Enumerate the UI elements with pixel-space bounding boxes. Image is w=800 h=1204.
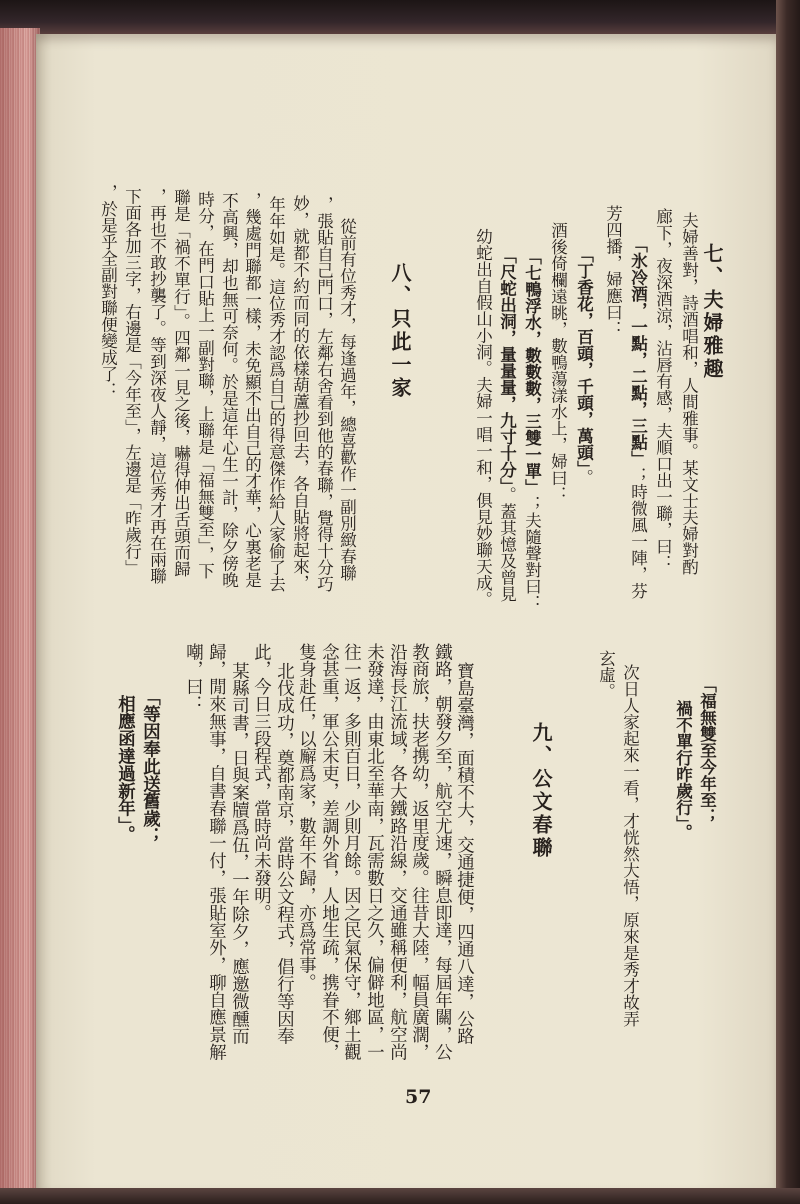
text-column: 寶島臺灣，面積不大，交通捷便，四通八達，公路: [453, 662, 474, 1045]
text-column: [549, 222, 566, 503]
text-column: 不高興，却也無可奈何。於是這年心生一計，除夕傍晚: [219, 192, 239, 588]
couplet-segment: 「丁香花，百頭，千頭，萬頭」: [574, 246, 594, 469]
text-segment: 廊下，夜深酒涼，沾唇有感，夫順口出一聯，曰：: [653, 208, 673, 571]
text-segment: 。: [574, 468, 594, 486]
section-title: 八、只此一家: [388, 262, 412, 400]
text-column: 年年如是。這位秀才認爲自己的得意傑作給人家偷了去: [266, 196, 286, 592]
section-title: 九、公文春聯: [529, 722, 553, 860]
text-column: ，再也不敢抄襲了。等到深夜人靜，這位秀才再在兩聯: [147, 188, 167, 584]
book-cover-right: [776, 0, 800, 1204]
text-column: ，於是乎全副對聯便變成了：: [98, 184, 118, 399]
couplet-line: 「福無雙至今年至；: [697, 676, 717, 825]
page-edges-left: [0, 28, 40, 1204]
text-segment: 夫婦善對，詩酒唱和，人間雅事。某文士夫婦對酌: [679, 212, 699, 575]
text-column: 此，今日三段程式，當時尚未發明。: [250, 643, 271, 922]
couplet-segment: 「七鴨浮水，數數數，三雙一單」: [522, 248, 542, 496]
text-segment: 幼蛇出自假山小洞。夫婦一唱一和，俱見妙聯天成。: [473, 228, 493, 608]
text-column: [629, 236, 646, 599]
section-title: 七、夫婦雅趣: [700, 243, 724, 381]
page-number: 57: [405, 1086, 432, 1108]
text-column: 時分，在門口貼上一副對聯，上聯是「福無雙至」，下: [195, 191, 215, 579]
text-segment: 芳四播，婦應曰：: [603, 205, 623, 337]
text-column: 某縣司書，日與案牘爲伍，一年除夕，應邀微醺而: [228, 662, 249, 1045]
couplet-line: 禍不單行昨歲行」。: [673, 700, 693, 841]
couplet-line: 相應函達過新年」。: [114, 695, 135, 843]
couplet-segment: 「氷冷酒，一點，二點，三點」: [628, 236, 648, 467]
text-column: 沿海長江流域，各大鐵路沿線，交通雖稱便利，航空尚: [386, 643, 407, 1061]
text-column: 下面各加三字，右邊是「今年至」，左邊是「昨歲行」: [122, 188, 142, 576]
text-column: 從前有位秀才，每逢過年，總喜歡作一副別緻春聯: [337, 218, 357, 581]
book-cover-bottom: [0, 1188, 800, 1204]
text-column: 未發達，由東北至華南，瓦需數日之久，偏僻地區，一: [363, 643, 384, 1061]
text-column: 聯是「禍不單行」。四鄰一見之後，嚇得伸出舌頭而歸: [171, 189, 191, 577]
text-column: 次日人家起來一看，才恍然大悟，原來是秀才故弄: [620, 664, 640, 1027]
text-segment: 酒後倚欄遠眺，數鴨蕩漾水上，婦曰：: [548, 222, 568, 503]
text-column: [474, 228, 491, 608]
text-column: [523, 248, 540, 611]
text-segment: 。蓋其憶及曾見: [497, 486, 517, 602]
text-column: 鐵路，朝發夕至，航空尤速，瞬息即達，每屆年關，公: [431, 643, 452, 1061]
couplet-segment: 「尺蛇出洞，量量量，九寸十分」: [497, 247, 517, 487]
text-column: 念甚重，軍公末吏，差調外省，人地生疏，携眷不便，: [318, 643, 339, 1061]
text-column: 妙，就都不約而同的依樣葫蘆抄回去，各自貼將起來，: [290, 195, 310, 591]
text-column: 嘲，曰：: [182, 643, 203, 713]
text-column: 教商旅，扶老携幼，返里度歲。往昔大陸，幅員廣濶，: [408, 643, 429, 1061]
text-segment: ；夫隨聲對曰：: [522, 495, 542, 611]
text-column: 往一返，多則百日，少則月餘。因之民氣保守，鄉土觀: [340, 643, 361, 1061]
text-column: [604, 205, 621, 337]
text-column: 隻身赴任，以廨爲家，數年不歸，亦爲常事。: [295, 643, 316, 991]
text-column: ，張貼自己門口，左鄰右舍看到他的春聯，覺得十分巧: [314, 196, 334, 592]
text-column: [498, 247, 515, 602]
text-column: 歸，閒來無事，自書春聯一付，張貼室外，聊自應景解: [205, 643, 226, 1061]
couplet-line: 「等因奉此送舊歲；: [139, 688, 160, 845]
text-column: [575, 246, 592, 485]
text-segment: ；時微風一陣，芬: [628, 467, 648, 599]
text-column: [654, 208, 671, 571]
text-column: 北伐成功，奠都南京，當時公文程式，倡行等因奉: [273, 662, 294, 1045]
text-column: [680, 212, 697, 575]
text-column: ，幾處門聯都一樣，未免顯不出自己的才華，心裏老是: [242, 192, 262, 588]
text-column: 玄虛。: [596, 650, 616, 700]
